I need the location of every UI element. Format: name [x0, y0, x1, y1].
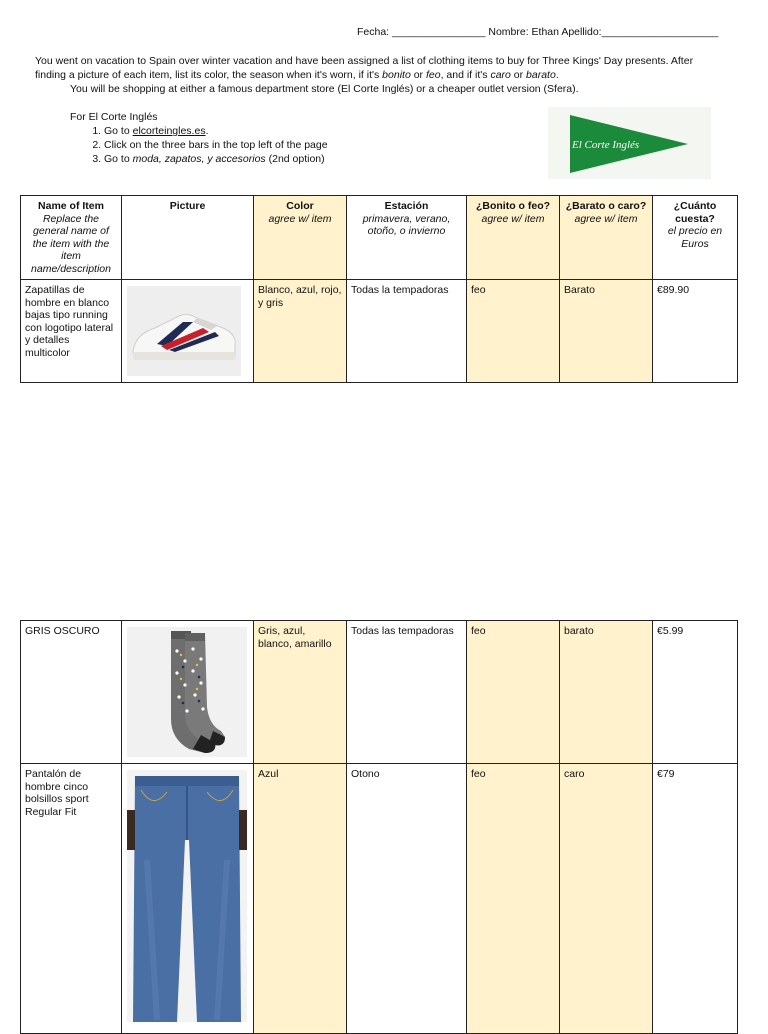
shopping-table-continued: [20, 620, 738, 1034]
step-1: 1. Go to elcorteingles.es.: [104, 124, 328, 138]
svg-text:El Corte Inglés: El Corte Inglés: [572, 139, 640, 151]
instructions-line-2: You will be shopping at either a famous department store (El Corte Inglés) or a cheaper outlet version (Sfera).: [70, 83, 579, 95]
table-row: [21, 621, 738, 764]
header-row: [21, 196, 738, 280]
item-color: Azul: [254, 764, 347, 1034]
col-header-season: Estación primavera, verano, otoño, o invierno: [347, 196, 467, 280]
item-name: Zapatillas de hombre en blanco bajas tipo running con logotipo lateral y detalles multicolor: [21, 280, 122, 383]
instructions-line-1: You went on vacation to Spain over winter vacation and have been assigned a list of clothing items to buy for Three Kings' Day presents. After finding a picture of each item, list its color, the season when it's worn, if it's bonito or feo, and if it's caro or barato.: [35, 55, 694, 81]
socks-image: [127, 627, 247, 757]
col-header-name: Name of Item Replace the general name of the item with the item name/description: [21, 196, 122, 280]
steps-list: [70, 124, 328, 166]
item-season: Otono: [347, 764, 467, 1034]
col-header-price: ¿Cuánto cuesta? el precio en Euros: [653, 196, 738, 280]
col-header-picture: Picture: [122, 196, 254, 280]
col-header-bonito: ¿Bonito o feo? agree w/ item: [467, 196, 560, 280]
header-line: Fecha: ________________ Nombre: Ethan Apellido:____________________: [357, 26, 719, 38]
table-row: [21, 280, 738, 383]
item-price: €79: [653, 764, 738, 1034]
item-season: Todas la tempadoras: [347, 280, 467, 383]
item-barato: Barato: [560, 280, 653, 383]
step-2: 2. Click on the three bars in the top left of the page: [104, 138, 328, 152]
item-bonito: feo: [467, 764, 560, 1034]
sneaker-image: [127, 286, 241, 376]
item-bonito: feo: [467, 621, 560, 764]
jeans-image: [127, 770, 247, 1022]
item-picture: [122, 764, 254, 1034]
item-picture: [122, 621, 254, 764]
table-row: [21, 764, 738, 1034]
item-name: Pantalón de hombre cinco bolsillos sport Regular Fit: [21, 764, 122, 1034]
col-header-barato: ¿Barato o caro? agree w/ item: [560, 196, 653, 280]
item-barato: barato: [560, 621, 653, 764]
item-bonito: feo: [467, 280, 560, 383]
item-picture: [122, 280, 254, 383]
store-instructions: [70, 110, 328, 166]
item-price: €5.99: [653, 621, 738, 764]
item-season: Todas las tempadoras: [347, 621, 467, 764]
col-header-color: Color agree w/ item: [254, 196, 347, 280]
item-color: Blanco, azul, rojo, y gris: [254, 280, 347, 383]
elcorteingles-link[interactable]: elcorteingles.es: [132, 125, 206, 137]
item-price: €89.90: [653, 280, 738, 383]
step-3: 3. Go to moda, zapatos, y accesorios (2nd option): [104, 152, 328, 166]
instructions: [35, 54, 725, 96]
store-title: For El Corte Inglés: [70, 111, 158, 123]
item-barato: caro: [560, 764, 653, 1034]
item-name: GRIS OSCURO: [21, 621, 122, 764]
item-color: Gris, azul, blanco, amarillo: [254, 621, 347, 764]
shopping-table: [20, 195, 738, 383]
el-corte-ingles-logo: [548, 107, 711, 179]
